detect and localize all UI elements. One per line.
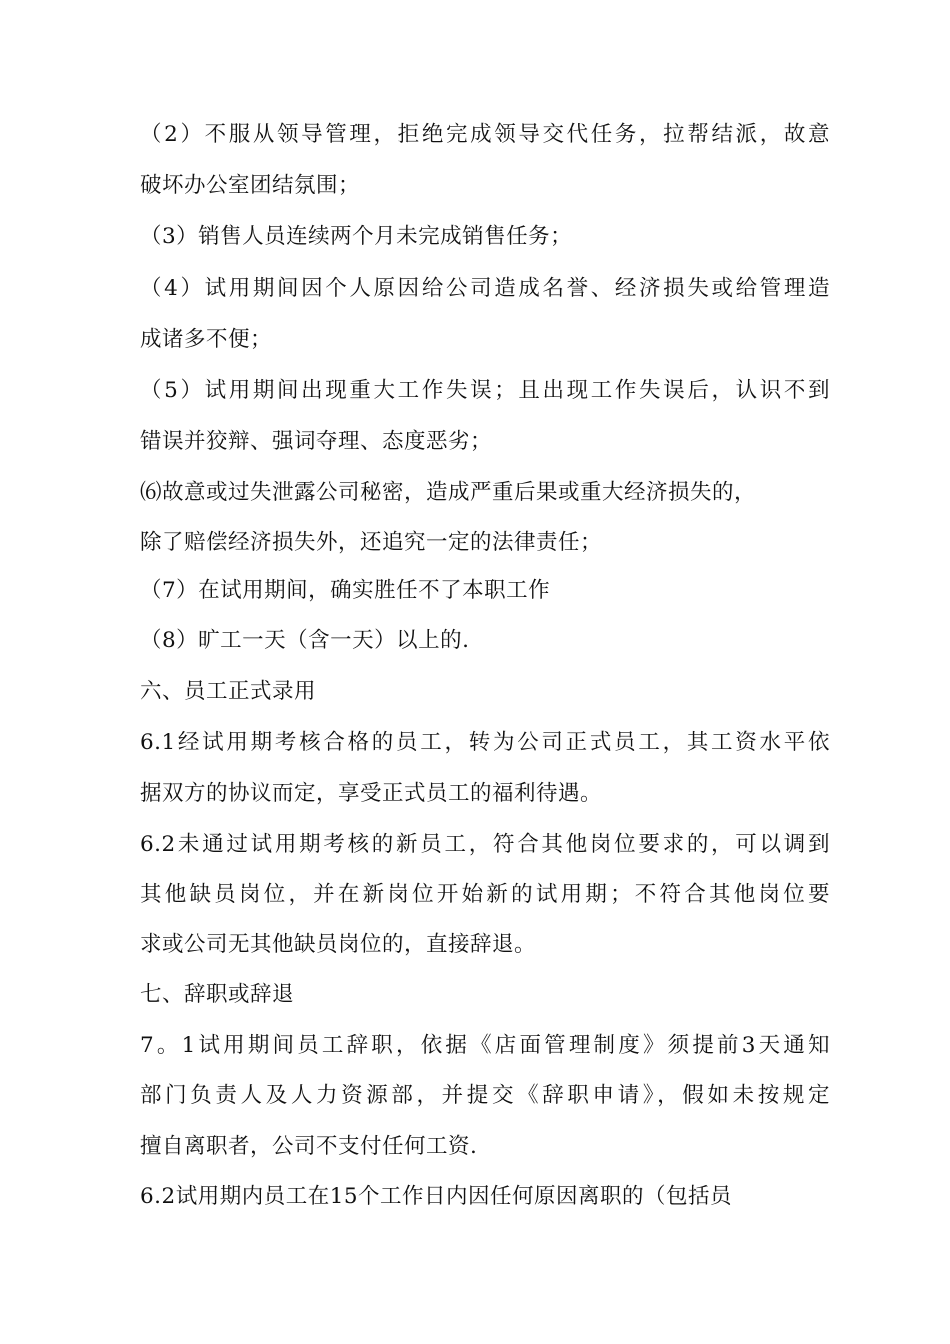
text-line: 6.2未通过试用期考核的新员工，符合其他岗位要求的，可以调到 — [140, 832, 830, 857]
section-heading: 七、辞职或辞退 — [140, 982, 295, 1007]
section-heading: 六、员工正式录用 — [140, 679, 317, 704]
text-line: （3）销售人员连续两个月未完成销售任务； — [140, 224, 573, 249]
text-line: 错误并狡辩、强词夺理、态度恶劣； — [140, 429, 493, 454]
text-line: 6.1经试用期考核合格的员工，转为公司正式员工，其工资水平依 — [140, 730, 830, 755]
text-line: 擅自离职者，公司不支付任何工资. — [140, 1134, 478, 1159]
text-line: （2）不服从领导管理，拒绝完成领导交代任务，拉帮结派，故意 — [140, 122, 830, 147]
text-line: 7。1试用期间员工辞职，依据《店面管理制度》须提前3天通知 — [140, 1033, 830, 1058]
text-line: （4）试用期间因个人原因给公司造成名誉、经济损失或给管理造 — [140, 276, 830, 301]
text-line: 部门负责人及人力资源部，并提交《辞职申请》，假如未按规定 — [140, 1083, 830, 1108]
text-line: 破坏办公室团结氛围； — [140, 173, 361, 198]
text-line: （8）旷工一天（含一天）以上的. — [140, 628, 470, 653]
text-line: 除了赔偿经济损失外，还追究一定的法律责任； — [140, 530, 603, 555]
text-line: 据双方的协议而定，享受正式员工的福利待遇。 — [140, 781, 603, 806]
text-line: （5）试用期间出现重大工作失误；且出现工作失误后，认识不到 — [140, 378, 830, 403]
text-line: 其他缺员岗位，并在新岗位开始新的试用期；不符合其他岗位要 — [140, 882, 830, 907]
text-line: 6.2试用期内员工在15个工作日内因任何原因离职的（包括员 — [140, 1184, 733, 1209]
text-line: 成诸多不便； — [140, 327, 273, 352]
text-line: 求或公司无其他缺员岗位的，直接辞退。 — [140, 932, 537, 957]
text-line: ⑹故意或过失泄露公司秘密，造成严重后果或重大经济损失的， — [140, 480, 757, 505]
text-line: （7）在试用期间，确实胜任不了本职工作 — [140, 578, 551, 603]
